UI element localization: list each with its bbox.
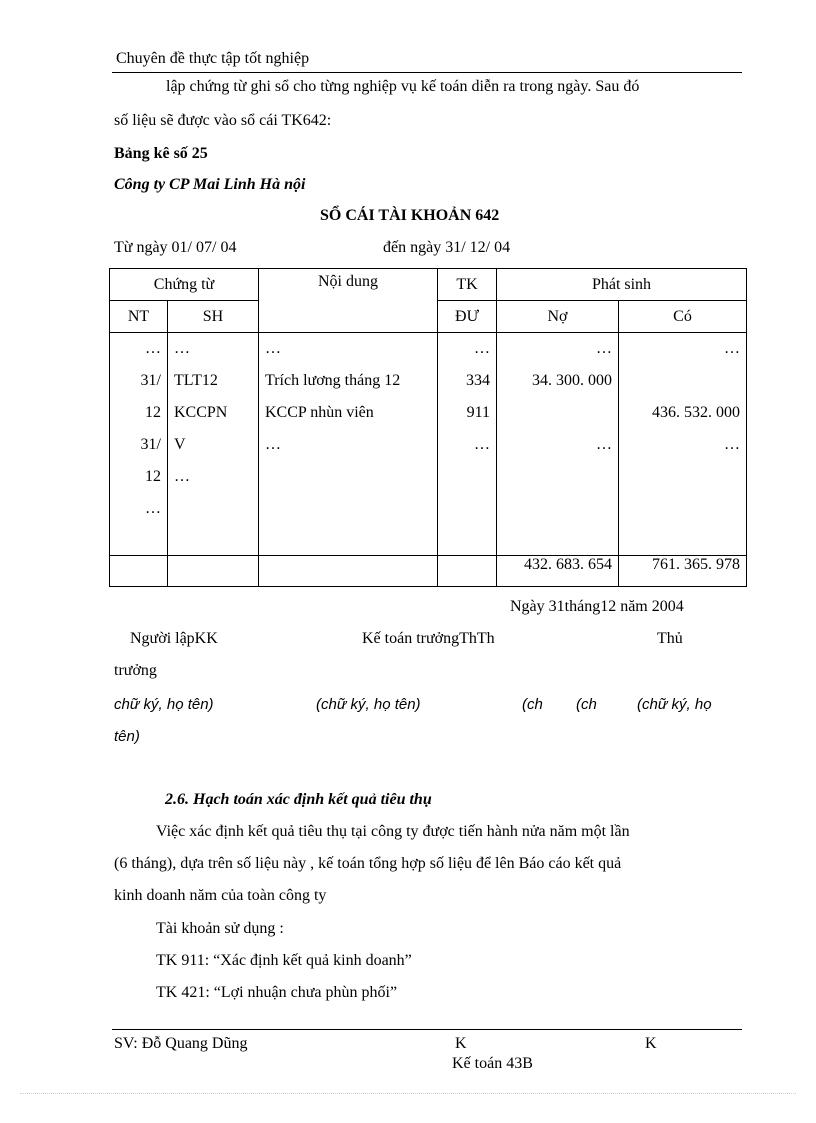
sh-cell: V (174, 436, 186, 453)
header-co: Có (619, 301, 747, 333)
footer-rule (112, 1029, 742, 1030)
accounts-label: Tài khoản sử dụng : (156, 920, 284, 937)
account-tk911: TK 911: “Xác định kết quả kinh doanh” (156, 952, 412, 969)
page-bottom-dotted-line (20, 1093, 796, 1094)
co-cell (625, 365, 740, 397)
nt-cell: … (145, 340, 161, 357)
col-noi-dung (259, 333, 438, 556)
total-co: 761. 365. 978 (619, 556, 747, 587)
col-tk-du (438, 333, 497, 556)
header-chung-tu: Chứng từ (110, 269, 259, 301)
sig-note-1: chữ ký, họ tên) (114, 696, 214, 713)
header-rule (112, 72, 742, 73)
section-p1-line2: (6 tháng), dựa trên số liệu này , kế toán tổng hợp số liệu để lên Báo cáo kết quả (114, 855, 622, 872)
noi-dung-cell: KCCP nhùn viên (265, 404, 374, 421)
nt-cell: 12 (145, 468, 161, 485)
date-line: Ngày 31tháng12 năm 2004 (510, 598, 684, 615)
co-cell: … (724, 340, 740, 357)
ledger-table (109, 268, 747, 587)
noi-dung-cell: … (265, 436, 281, 453)
sh-cell: TLT12 (174, 372, 218, 389)
bang-ke-label: Bảng kê số 25 (114, 145, 208, 162)
nt-cell: 31/ (140, 372, 161, 389)
period-to: đến ngày 31/ 12/ 04 (383, 239, 511, 256)
total-no: 432. 683. 654 (497, 556, 619, 587)
intro-line-1: lập chứng từ ghi sổ cho từng nghiệp vụ kế toán diễn ra trong ngày. Sau đó (166, 78, 640, 95)
header-sh: SH (168, 301, 259, 333)
section-p1-line3: kinh doanh năm của toàn công ty (114, 887, 327, 904)
sig-ke-toan-truong: Kế toán trưởngThTh (362, 630, 495, 647)
nt-cell: 31/ (140, 436, 161, 453)
sig-note-4: (chữ ký, họ (637, 696, 712, 713)
sig-truong: trưởng (114, 662, 157, 679)
co-cell: 436. 532. 000 (652, 404, 740, 421)
sig-note-3a: (ch (522, 696, 543, 713)
total-empty (110, 556, 168, 587)
tk-du-cell: 911 (466, 404, 490, 421)
running-header: Chuyên đề thực tập tốt nghiệp (116, 50, 310, 67)
total-empty (259, 556, 438, 587)
tk-du-cell: … (474, 340, 490, 357)
col-sh (168, 333, 259, 556)
section-heading: 2.6. Hạch toán xác định kết quả tiêu thụ (165, 791, 432, 808)
col-no (497, 333, 619, 556)
intro-line-2: số liệu sẽ được vào sổ cái TK642: (114, 112, 332, 129)
no-cell (503, 397, 612, 429)
ledger-title: SỔ CÁI TÀI KHOẢN 642 (320, 207, 500, 224)
noi-dung-cell: … (265, 340, 281, 357)
sig-note-2: (chữ ký, họ tên) (316, 696, 421, 713)
header-tk: TK (438, 269, 497, 301)
col-nt (110, 333, 168, 556)
co-cell: … (724, 436, 740, 453)
total-empty (438, 556, 497, 587)
section-p1-line1: Việc xác định kết quả tiêu thụ tại công ty được tiến hành nửa năm một lần (156, 823, 630, 840)
sig-nguoi-lap: Người lậpKK (130, 630, 218, 647)
footer-k2: K (645, 1035, 657, 1052)
sig-note-4b: tên) (114, 728, 140, 745)
nt-cell: 12 (145, 404, 161, 421)
header-nt: NT (110, 301, 168, 333)
sh-cell: KCCPN (174, 404, 228, 421)
tk-du-cell: 334 (466, 372, 490, 389)
noi-dung-cell: Trích lương tháng 12 (265, 372, 401, 389)
col-co (619, 333, 747, 556)
header-noi-dung: Nội dung (259, 269, 438, 333)
footer-author: SV: Đỗ Quang Dũng (114, 1035, 248, 1052)
account-tk421: TK 421: “Lợi nhuận chưa phùn phối” (156, 984, 398, 1001)
footer-class: Kế toán 43B (452, 1055, 533, 1072)
header-du: ĐƯ (438, 301, 497, 333)
company-name: Công ty CP Mai Linh Hà nội (114, 176, 306, 193)
header-no: Nợ (497, 301, 619, 333)
no-cell: 34. 300. 000 (532, 372, 612, 389)
footer-k1: K (455, 1035, 467, 1052)
period-from: Từ ngày 01/ 07/ 04 (114, 239, 237, 256)
sh-cell: … (174, 340, 190, 357)
header-phat-sinh: Phát sinh (497, 269, 747, 301)
nt-cell: … (145, 500, 161, 517)
sh-cell: … (174, 468, 190, 485)
total-empty (168, 556, 259, 587)
sig-note-3b: (ch (576, 696, 597, 713)
tk-du-cell: … (474, 436, 490, 453)
no-cell: … (596, 436, 612, 453)
no-cell: … (596, 340, 612, 357)
sig-thu: Thủ (657, 630, 683, 647)
